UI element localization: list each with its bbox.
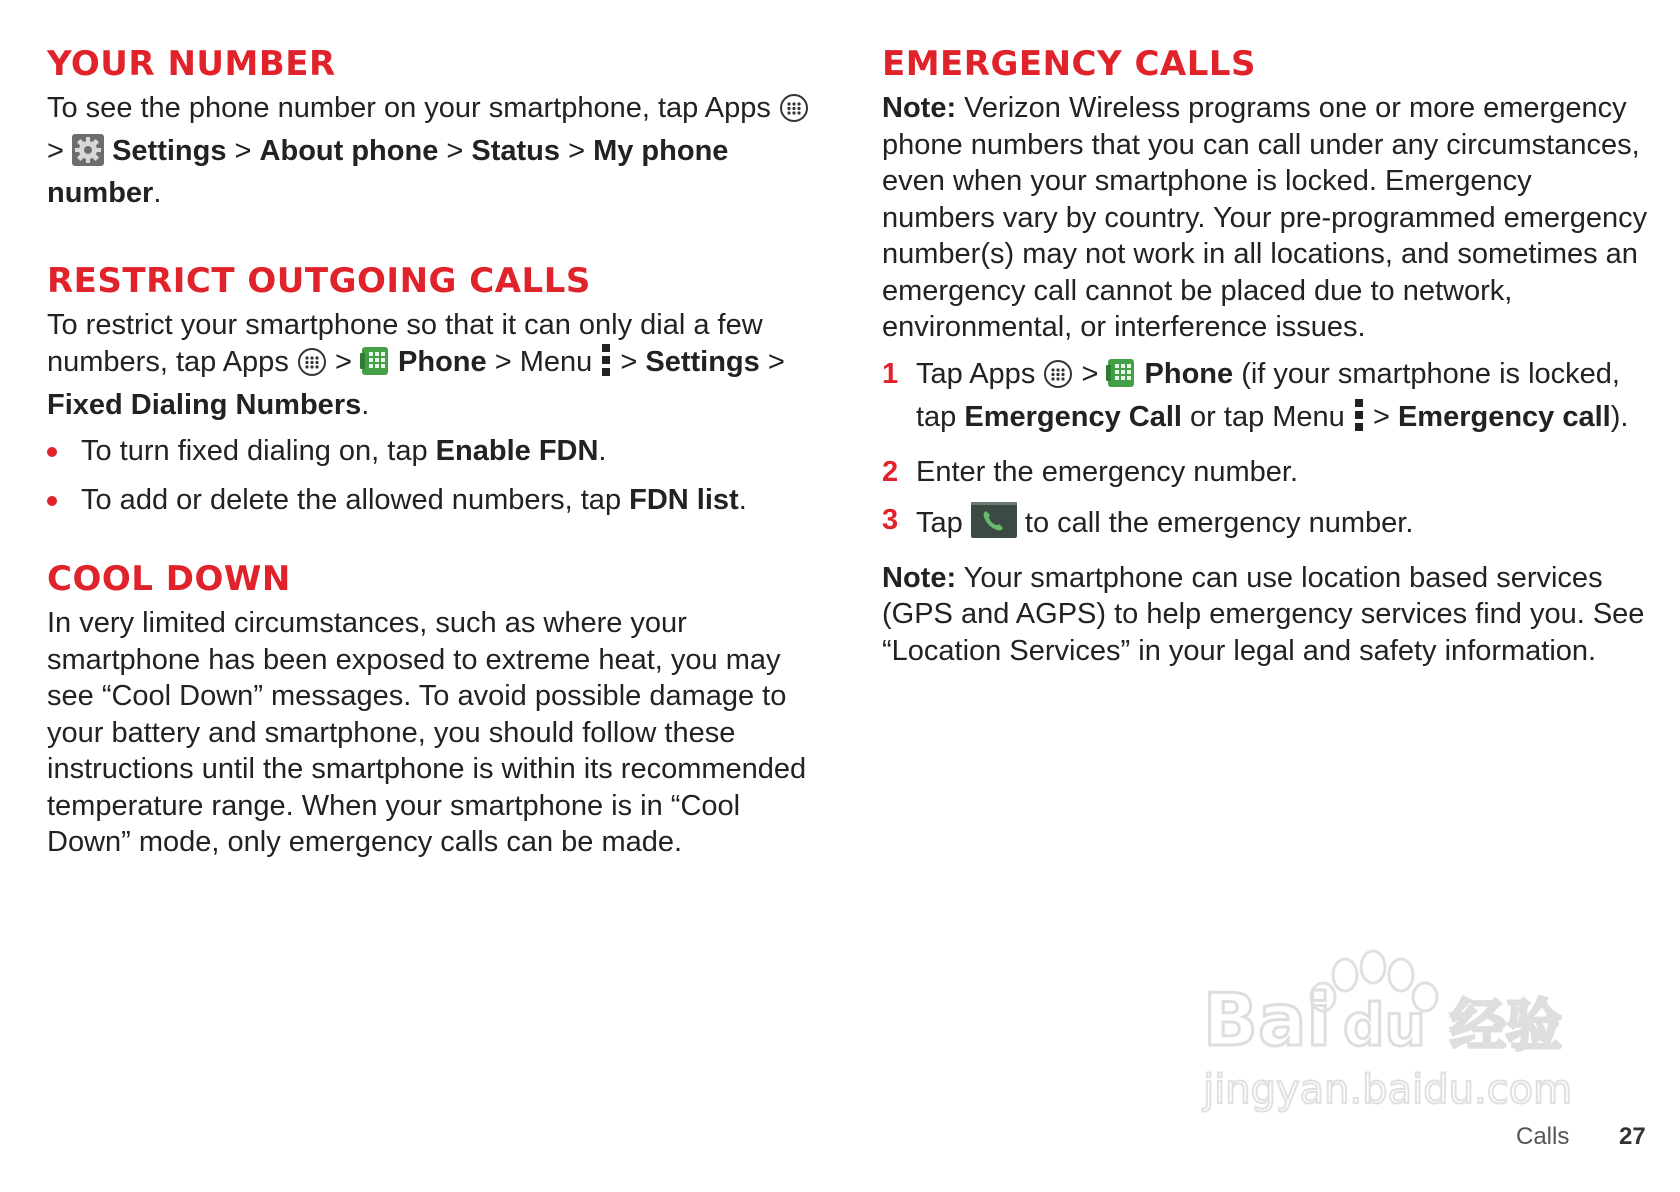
step-number: 3 [882, 504, 899, 536]
list-item: 2 Enter the emergency number. [882, 454, 1652, 491]
heading-emergency-calls: EMERGENCY CALLS [882, 44, 1257, 84]
svg-text:du: du [1343, 991, 1426, 1059]
call-button-icon [971, 502, 1017, 548]
settings-gear-icon [72, 134, 104, 176]
list-item: To add or delete the allowed numbers, tap FDN list. [47, 482, 817, 519]
emergency-note-location: Note: Your smartphone can use location based services (GPS and AGPS) to help emergency services find you. See “Location Services” in your legal and safety information. [882, 561, 1645, 667]
cool-down-text: In very limited circumstances, such as where your smartphone has been exposed to extreme heat, you may see “Cool Down” messages. To avoid possible damage to your battery and smartphone, you should follow these instructions until the smartphone is within its recommended temperature range. When your smartphone is in “Cool Down” mode, only emergency calls can be made. [47, 607, 807, 858]
menu-vertical-dots-icon [600, 343, 612, 387]
footer-section-name: Calls [1516, 1123, 1570, 1150]
heading-your-number: YOUR NUMBER [47, 44, 336, 84]
section-cool-down [47, 557, 817, 861]
right-column [882, 42, 1652, 669]
section-restrict-outgoing-calls [47, 259, 817, 519]
apps-icon [1043, 359, 1073, 399]
restrict-text: To restrict your smartphone so that it can only dial a few numbers, tap Apps > Phone > Menu > Settings > Fixed Dialing Numbers. [47, 308, 785, 421]
svg-text:经验: 经验 [1450, 994, 1562, 1059]
your-number-text: To see the phone number on your smartphone, tap Apps > Settings > About phone > Status > My phone number. [47, 90, 817, 212]
footer-page-number: 27 [1619, 1123, 1646, 1150]
emergency-steps [882, 356, 1652, 548]
step-number: 1 [882, 357, 899, 390]
baidu-watermark-logo [1195, 945, 1595, 1135]
step-number: 2 [882, 455, 899, 488]
phone-app-icon [360, 345, 390, 387]
list-item: 3 Tap to call the emergency number. [882, 502, 1652, 548]
bullet-dot [47, 447, 57, 457]
svg-text:Bai: Bai [1203, 978, 1332, 1062]
heading-cool-down: COOL DOWN [47, 559, 291, 599]
list-item: 1 Tap Apps > Phone (if your smartphone is locked, tap Emergency Call or tap Menu > Emergency call). [882, 356, 1652, 442]
section-emergency-calls [882, 42, 1652, 669]
emergency-note: Note: Verizon Wireless programs one or more emergency phone numbers that you can call under any circumstances, even when your smartphone is locked. Emergency numbers vary by country. Your pre-programmed emergency number(s) may not work in all locations, and sometimes an emergency call cannot be placed due to network, environmental, or interference issues. [882, 92, 1648, 343]
menu-vertical-dots-icon [1353, 398, 1365, 442]
left-column [47, 42, 817, 861]
restrict-bullet-list [47, 433, 817, 518]
apps-icon [779, 93, 809, 133]
list-item: To turn fixed dialing on, tap Enable FDN. [47, 433, 817, 470]
apps-icon [297, 347, 327, 387]
heading-restrict-outgoing-calls: RESTRICT OUTGOING CALLS [47, 260, 591, 301]
phone-app-icon [1106, 357, 1136, 399]
bullet-dot [47, 496, 57, 506]
section-your-number [47, 42, 817, 212]
svg-text:jingyan.baidu.com: jingyan.baidu.com [1203, 1067, 1573, 1113]
